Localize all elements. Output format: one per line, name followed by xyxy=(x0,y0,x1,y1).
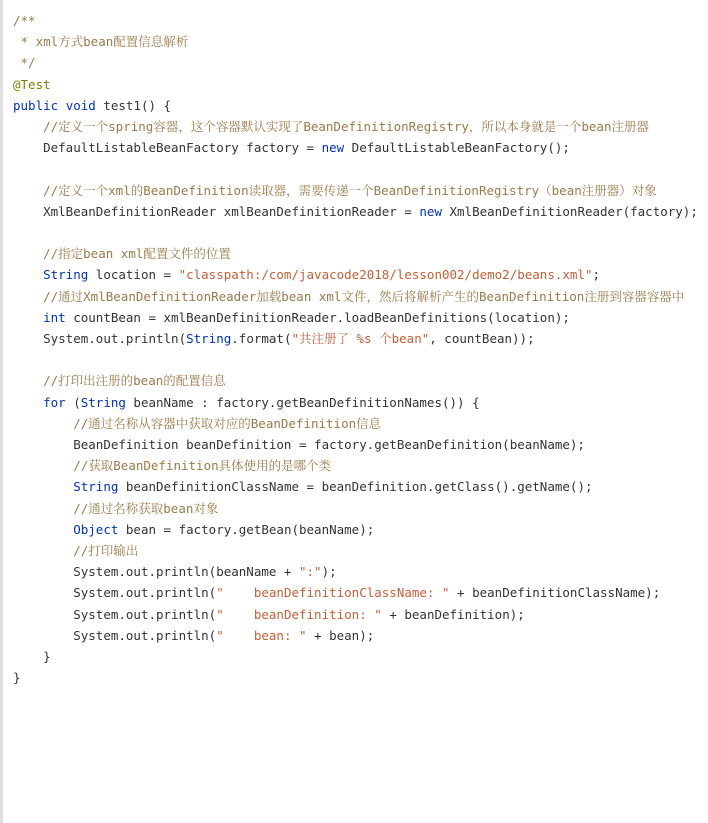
code-token: } xyxy=(13,670,21,686)
code-token: XmlBeanDefinitionReader(factory); xyxy=(441,203,698,219)
code-token: System.out.println( xyxy=(13,606,217,622)
code-token: DefaultListableBeanFactory factory = xyxy=(13,140,322,156)
code-token: //通过名称获取bean对象 xyxy=(13,500,219,516)
code-line xyxy=(13,476,700,497)
code-line xyxy=(13,519,700,540)
code-token: System.out.println( xyxy=(13,627,217,643)
code-token: ; xyxy=(592,267,601,283)
code-line xyxy=(13,540,700,561)
code-token: for xyxy=(43,394,66,410)
code-token: test1() { xyxy=(95,97,172,113)
code-line xyxy=(13,328,700,349)
code-line xyxy=(13,10,700,31)
code-line xyxy=(13,582,700,603)
code-token xyxy=(13,395,43,410)
code-line xyxy=(13,243,700,264)
code-token: bean = factory.getBean(beanName); xyxy=(118,521,375,537)
code-token: DefaultListableBeanFactory(); xyxy=(344,140,570,156)
code-token: new xyxy=(321,140,345,156)
code-token xyxy=(13,479,73,494)
code-token: //定义一个spring容器，这个容器默认实现了BeanDefinitionRegistry，所以本身就是一个bean注册器 xyxy=(13,119,649,135)
code-token: new xyxy=(419,203,442,219)
code-line xyxy=(13,95,700,116)
code-token: , countBean)); xyxy=(429,331,535,347)
code-line xyxy=(13,74,700,95)
code-token: " beanDefinition: " xyxy=(216,606,382,622)
code-token: " beanDefinitionClassName: " xyxy=(216,585,450,601)
code-token: String xyxy=(80,394,126,410)
code-line xyxy=(13,286,700,307)
code-line xyxy=(13,307,700,328)
code-token: beanDefinitionClassName = beanDefinition.getClass().getName(); xyxy=(118,479,593,495)
code-token: ( xyxy=(65,394,81,410)
code-token: //定义一个xml的BeanDefinition读取器，需要传递一个BeanDefinitionRegistry（bean注册器）对象 xyxy=(13,182,657,198)
code-line xyxy=(13,158,700,179)
code-line xyxy=(13,222,700,243)
code-line xyxy=(13,667,700,688)
code-token: //指定bean xml配置文件的位置 xyxy=(13,246,231,262)
code-line xyxy=(13,349,700,370)
code-token: //打印出注册的bean的配置信息 xyxy=(13,373,226,389)
code-token: + beanDefinition); xyxy=(381,606,525,622)
code-line xyxy=(13,370,700,391)
code-line xyxy=(13,604,700,625)
code-token: countBean = xmlBeanDefinitionReader.loadBeanDefinitions(location); xyxy=(65,309,570,325)
code-token: } xyxy=(13,649,51,665)
code-line xyxy=(13,201,700,222)
code-line xyxy=(13,31,700,52)
code-token: " bean: " xyxy=(216,627,307,643)
code-line xyxy=(13,52,700,73)
code-line xyxy=(13,180,700,201)
code-token xyxy=(58,98,66,113)
code-token: XmlBeanDefinitionReader xmlBeanDefinitionReader = xyxy=(13,203,420,219)
code-token: * xml方式bean配置信息解析 xyxy=(13,34,189,50)
code-lines xyxy=(13,10,700,689)
code-line xyxy=(13,137,700,158)
code-token: void xyxy=(65,97,96,113)
code-token: int xyxy=(43,309,66,325)
code-token: Object xyxy=(73,521,119,537)
code-token: //通过XmlBeanDefinitionReader加载bean xml文件，然后将解析产生的BeanDefinition注册到容器容器中 xyxy=(13,288,685,304)
code-token: + bean); xyxy=(306,627,375,643)
code-token: @Test xyxy=(13,76,51,92)
code-token: beanName : factory.getBeanDefinitionNames()) { xyxy=(125,394,480,410)
code-token: location = xyxy=(88,267,179,283)
code-line xyxy=(13,413,700,434)
code-token: .format( xyxy=(231,331,292,347)
code-token: System.out.println( xyxy=(13,585,217,601)
code-token: System.out.println(beanName + xyxy=(13,564,299,580)
code-line xyxy=(13,392,700,413)
code-token: //通过名称从容器中获取对应的BeanDefinition信息 xyxy=(13,415,382,431)
code-token: String xyxy=(13,267,89,283)
code-token: public xyxy=(13,97,59,113)
code-line xyxy=(13,455,700,476)
code-line xyxy=(13,561,700,582)
code-token xyxy=(13,310,43,325)
code-token: String xyxy=(73,479,119,495)
code-token: /** xyxy=(13,13,36,28)
code-token: ); xyxy=(321,564,337,580)
code-token: //打印输出 xyxy=(13,543,139,559)
code-token: + beanDefinitionClassName); xyxy=(449,585,661,601)
code-token: */ xyxy=(13,55,36,71)
code-line xyxy=(13,434,700,455)
code-token: //获取BeanDefinition具体使用的是哪个类 xyxy=(13,458,332,474)
code-line xyxy=(13,625,700,646)
code-token xyxy=(13,522,73,537)
code-line xyxy=(13,264,700,285)
code-token: "classpath:/com/javacode2018/lesson002/demo2/beans.xml" xyxy=(178,267,593,283)
code-line xyxy=(13,498,700,519)
code-token: ":" xyxy=(299,564,322,580)
code-line xyxy=(13,116,700,137)
code-line xyxy=(13,646,700,667)
code-token: String xyxy=(186,331,232,347)
code-token: System.out.println( xyxy=(13,331,187,347)
code-token: "共注册了 %s 个bean" xyxy=(291,331,430,347)
code-token: BeanDefinition beanDefinition = factory.getBeanDefinition(beanName); xyxy=(13,437,585,453)
